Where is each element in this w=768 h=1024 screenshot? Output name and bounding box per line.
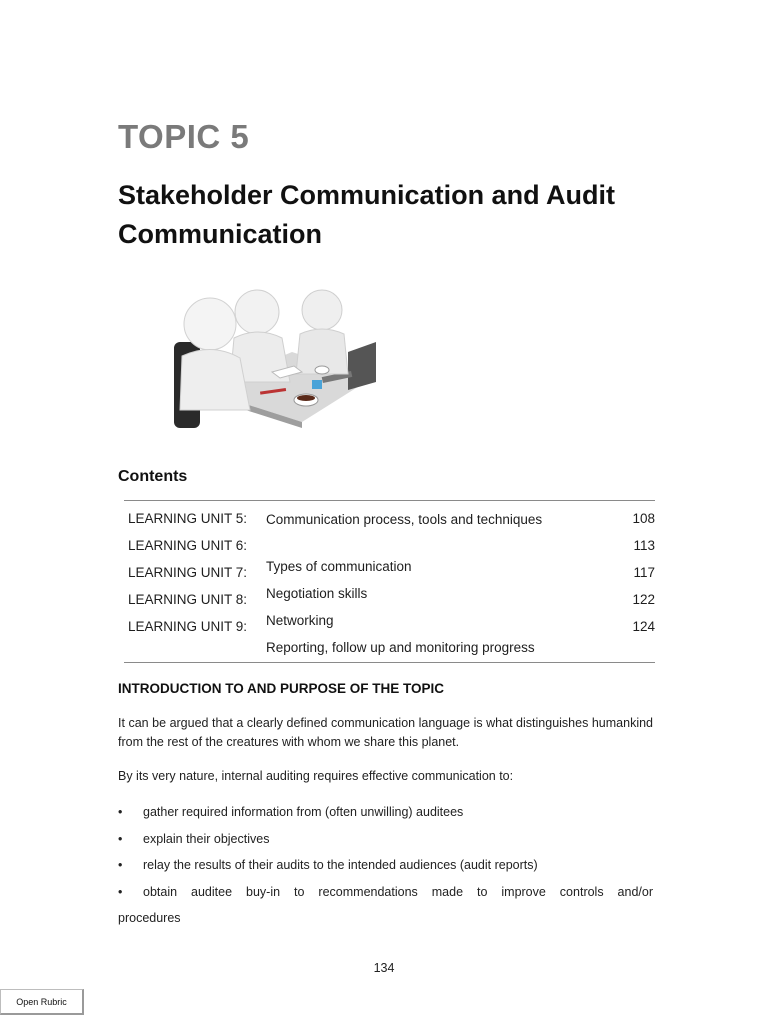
toc-page: 108 <box>632 511 655 526</box>
toc-label: LEARNING UNIT 8: <box>128 592 248 607</box>
open-rubric-button[interactable]: Open Rubric <box>0 989 84 1015</box>
toc-title: Communication process, tools and techniques <box>266 512 543 527</box>
intro-paragraph: By its very nature, internal auditing requires effective communication to: <box>118 769 514 783</box>
bullet-dot: • <box>118 805 123 819</box>
topic-number: TOPIC 5 <box>118 118 250 155</box>
toc-label: LEARNING UNIT 6: <box>128 538 248 553</box>
bullet-dot: • <box>118 885 123 899</box>
contents-top-rule <box>124 500 655 501</box>
bullet-text: obtain auditee buy-in to recommendations made to improve controls and/or <box>143 885 653 899</box>
meeting-illustration <box>172 282 376 430</box>
toc-title: Types of communication <box>266 559 412 574</box>
page-number: 134 <box>373 961 395 975</box>
toc-page: 117 <box>633 565 655 580</box>
bullet-text: explain their objectives <box>143 832 270 846</box>
bullet-dot: • <box>118 858 123 872</box>
toc-title: Networking <box>266 613 334 628</box>
toc-title: Negotiation skills <box>266 586 368 601</box>
intro-heading: INTRODUCTION TO AND PURPOSE OF THE TOPIC <box>118 681 445 696</box>
topic-title: Stakeholder Communication and Audit Communication <box>118 180 616 249</box>
intro-paragraph: It can be argued that a clearly defined communication language is what distinguishes humankind from the rest of the creatures with whom we share this planet. <box>118 716 653 749</box>
contents-heading: Contents <box>118 468 188 485</box>
bullet-dot: • <box>118 832 123 846</box>
bullet-text: gather required information from (often unwilling) auditees <box>143 805 464 819</box>
toc-label: LEARNING UNIT 9: <box>128 619 248 634</box>
bullet-continuation: procedures <box>118 911 181 925</box>
toc-page: 124 <box>632 619 655 634</box>
contents-bottom-rule <box>124 662 655 663</box>
toc-page: 113 <box>633 538 655 553</box>
toc-label: LEARNING UNIT 5: <box>128 511 248 526</box>
toc-label: LEARNING UNIT 7: <box>128 565 248 580</box>
toc-page: 122 <box>632 592 655 607</box>
bullet-text: relay the results of their audits to the intended audiences (audit reports) <box>143 858 538 872</box>
toc-title: Reporting, follow up and monitoring progress <box>266 640 535 655</box>
